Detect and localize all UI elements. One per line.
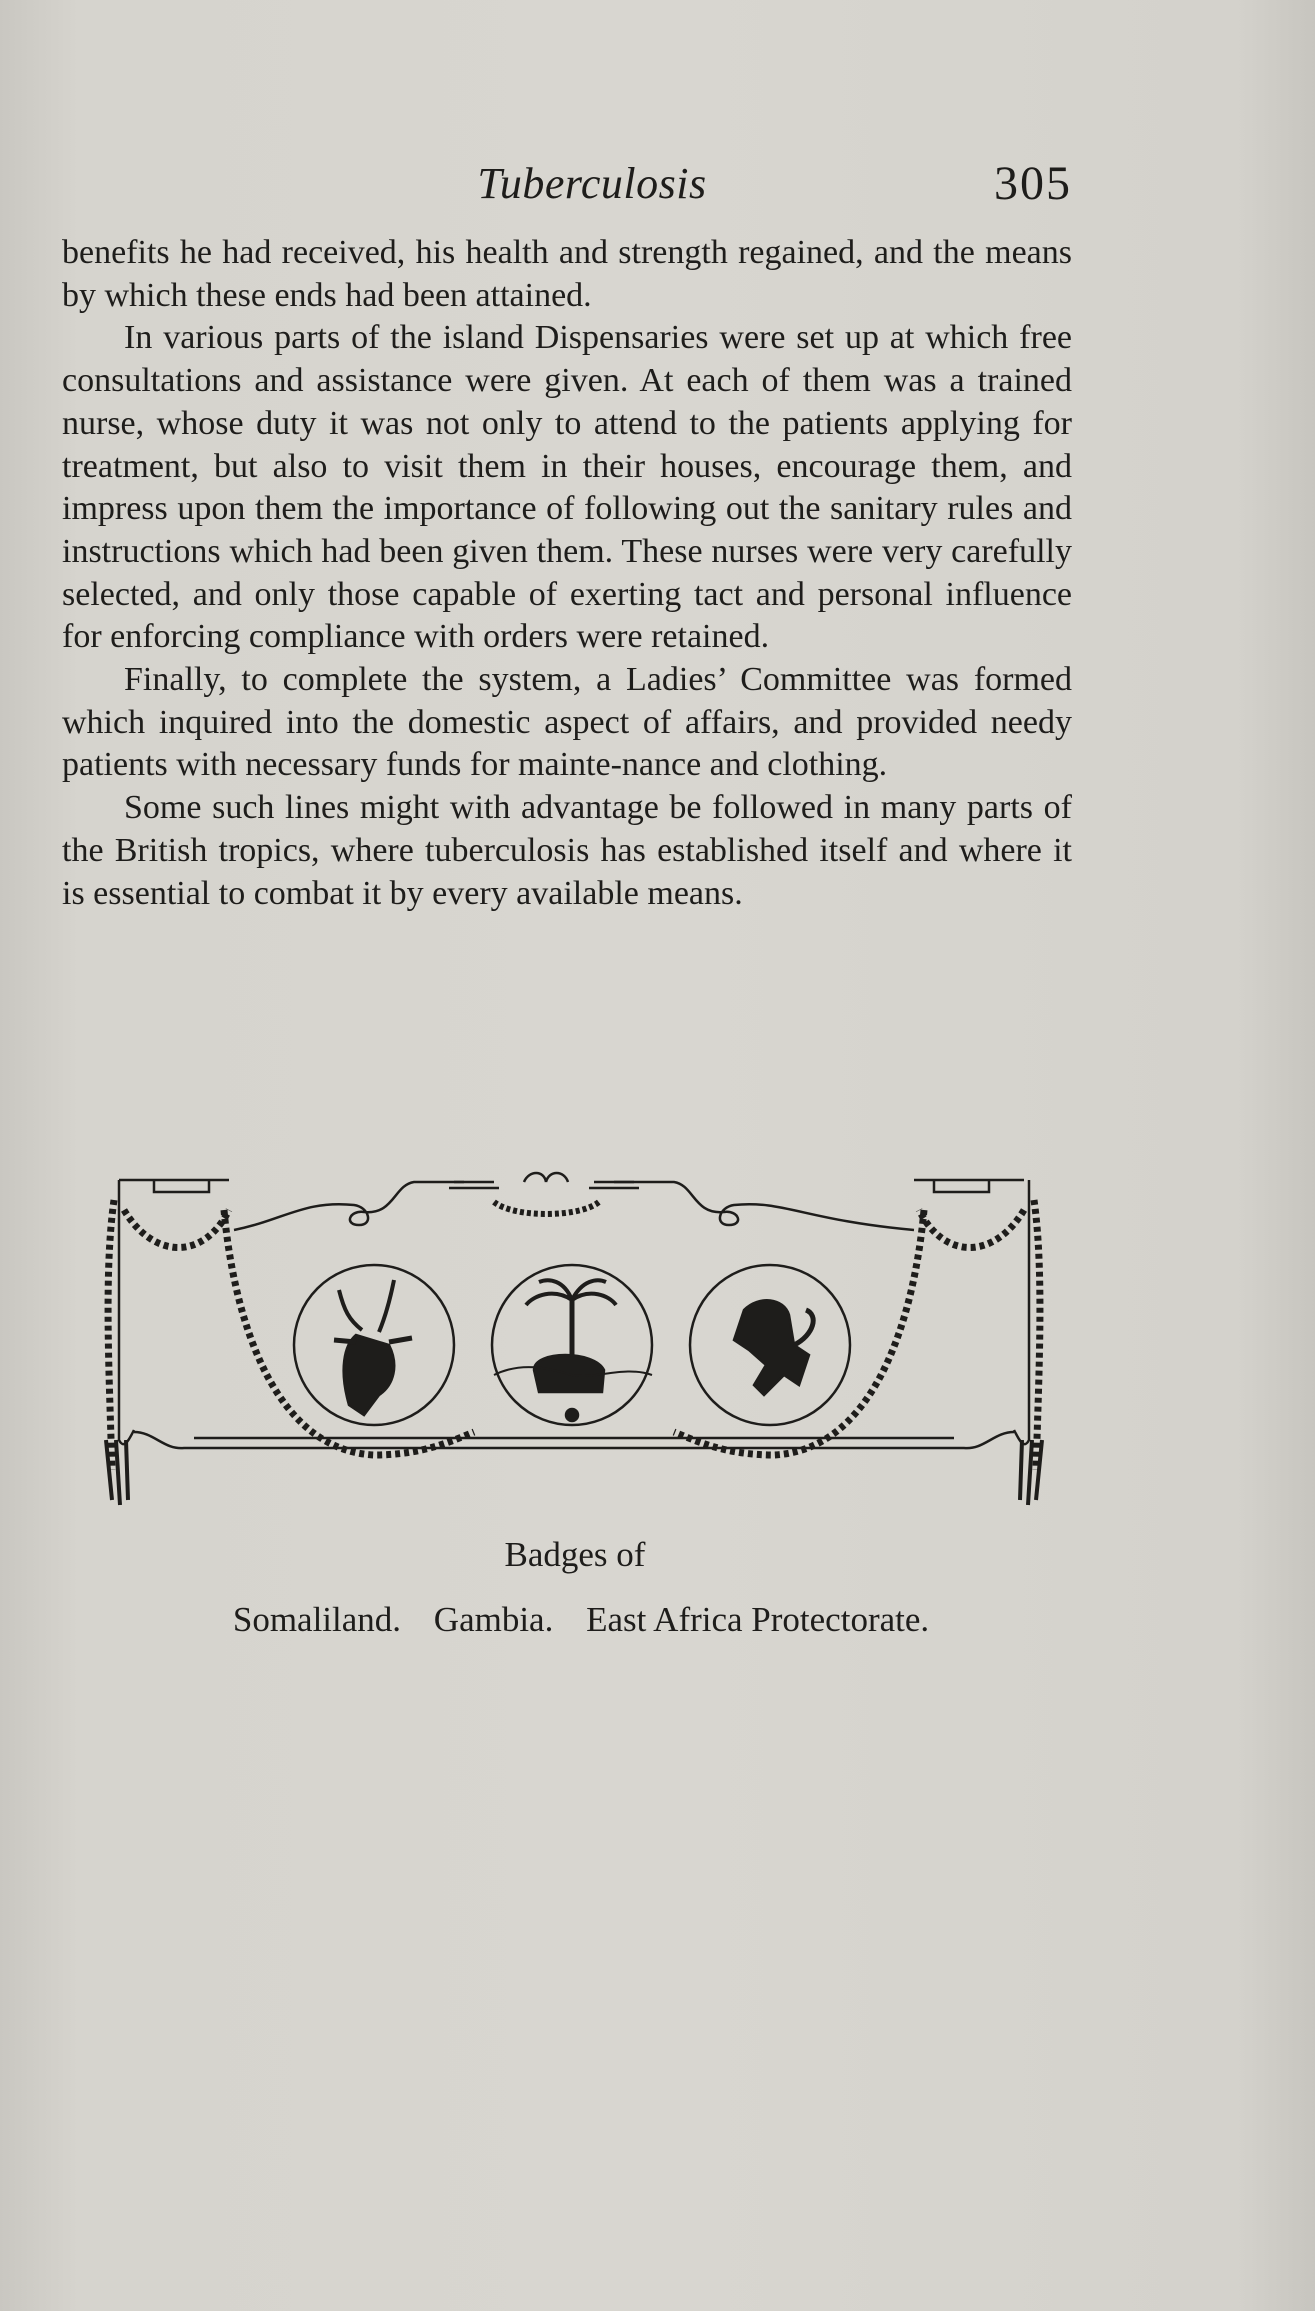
page-number: 305: [994, 157, 1072, 210]
badge-east-africa: [690, 1265, 850, 1425]
left-garland: [106, 1180, 474, 1505]
badges-illustration: [94, 1170, 1054, 1520]
running-title: Tuberculosis: [477, 159, 707, 208]
caption-item: Gambia.: [433, 1600, 554, 1639]
caption-item: Somaliland.: [232, 1600, 402, 1639]
paragraph: Some such lines might with advantage be followed in many parts of the British tropics, where tuberculosis has established itself and where it is essential to combat it by every available means.: [62, 789, 1072, 912]
paragraph: In various parts of the island Dispensaries were set up at which free consultations and assistance were given. At each of them was a trained nurse, whose duty it was not only to attend to the patients applying for treatment, but also to visit them in their houses, encourage them, and impress upon them the importance of following out the sanitary rules and instructions which had been given them. These nurses were very carefully selected, and only those capable of exerting tact and personal influence for enforcing compliance with orders were retained.: [62, 319, 1072, 656]
body-text: [62, 232, 1072, 915]
top-scroll-ornament: [119, 1180, 1024, 1230]
right-garland: [674, 1180, 1042, 1505]
running-head: [62, 158, 1072, 218]
paragraph: benefits he had received, his health and strength regained, and the means by which these ends had been attained.: [62, 234, 1072, 314]
caption-badge-names: [0, 1600, 1162, 1640]
caption-heading: Badges of: [504, 1535, 646, 1574]
crown-ornament: [494, 1173, 599, 1214]
badge-gambia: [492, 1265, 652, 1425]
caption-item: East Africa Protectorate.: [586, 1600, 930, 1639]
badge-somaliland: [294, 1265, 454, 1425]
paragraph: Finally, to complete the system, a Ladies’ Committee was formed which inquired into the domestic aspect of affairs, and provided needy patients with necessary funds for mainte-nance and clothing.: [62, 661, 1072, 784]
base-rail: [134, 1432, 1014, 1448]
